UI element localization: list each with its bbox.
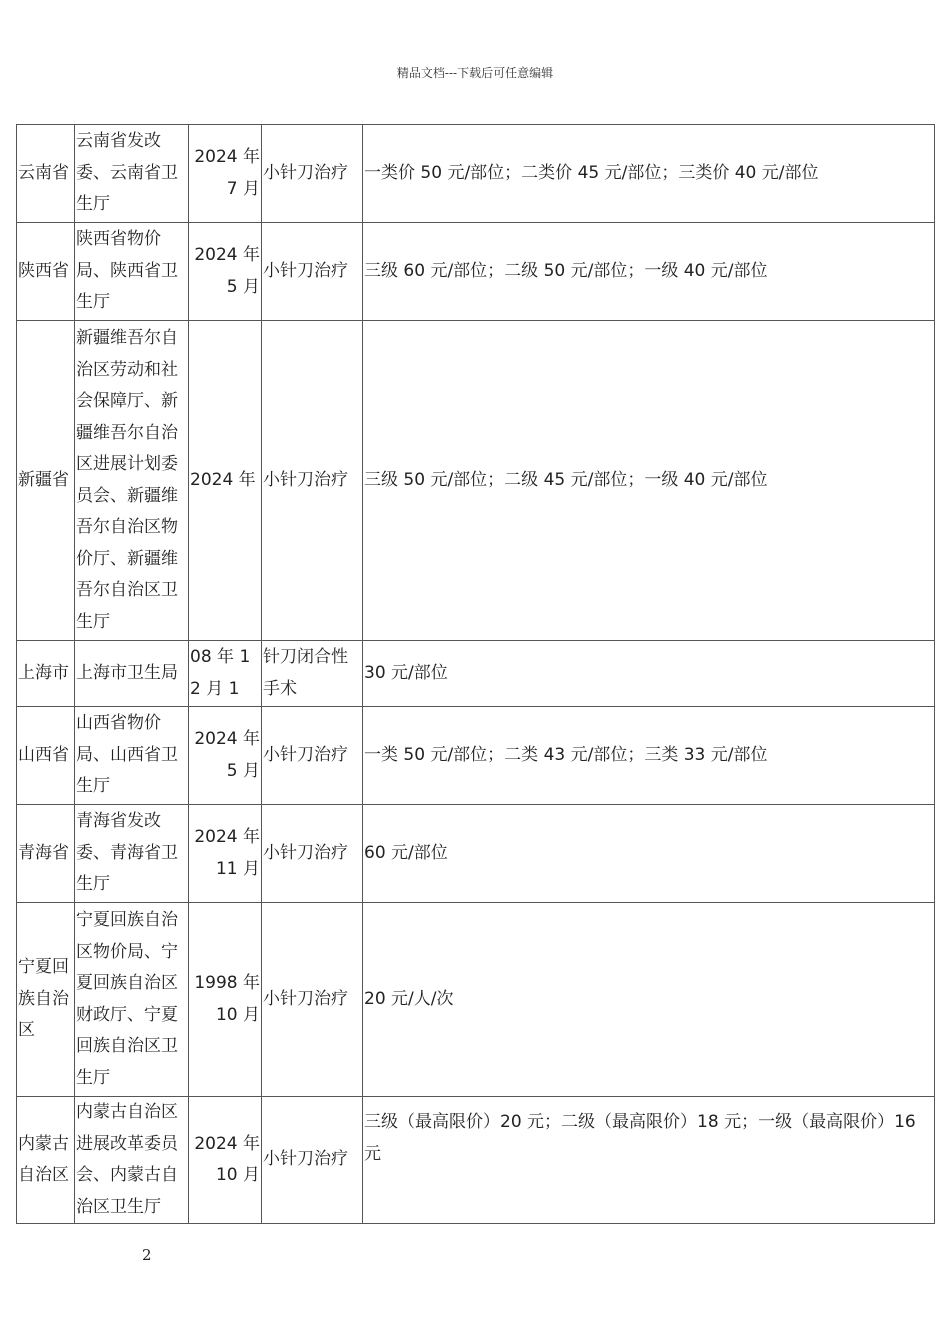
price-cell: 20 元/人/次 bbox=[363, 903, 935, 1097]
table-row bbox=[17, 1097, 935, 1224]
table-row bbox=[17, 125, 935, 223]
department-cell: 山西省物价局、山西省卫生厅 bbox=[75, 707, 189, 805]
department-cell: 内蒙古自治区进展改革委员会、内蒙古自治区卫生厅 bbox=[75, 1097, 189, 1224]
department-cell: 新疆维吾尔自治区劳动和社会保障厅、新疆维吾尔自治区进展计划委员会、新疆维吾尔自治区物价厅、新疆维吾尔自治区卫生厅 bbox=[75, 321, 189, 641]
date-cell: 08 年 12 月 1 bbox=[189, 641, 262, 707]
item-cell: 小针刀治疗 bbox=[262, 1097, 363, 1224]
item-cell: 针刀闭合性手术 bbox=[262, 641, 363, 707]
table-row bbox=[17, 223, 935, 321]
province-cell: 云南省 bbox=[17, 125, 75, 223]
date-cell: 2024 年 11 月 bbox=[189, 805, 262, 903]
price-cell: 三级（最高限价）20 元；二级（最高限价）18 元；一级（最高限价）16 元 bbox=[363, 1097, 935, 1224]
price-table bbox=[16, 124, 935, 1224]
table-row bbox=[17, 903, 935, 1097]
department-cell: 云南省发改委、云南省卫生厅 bbox=[75, 125, 189, 223]
date-cell: 2024 年 7 月 bbox=[189, 125, 262, 223]
item-cell: 小针刀治疗 bbox=[262, 223, 363, 321]
province-cell: 陕西省 bbox=[17, 223, 75, 321]
page-number: 2 bbox=[142, 1246, 152, 1264]
date-cell: 2024 年 5 月 bbox=[189, 707, 262, 805]
date-cell: 1998 年 10 月 bbox=[189, 903, 262, 1097]
table-row bbox=[17, 321, 935, 641]
date-cell: 2024 年 5 月 bbox=[189, 223, 262, 321]
table-row bbox=[17, 805, 935, 903]
province-cell: 山西省 bbox=[17, 707, 75, 805]
price-cell: 三级 60 元/部位；二级 50 元/部位；一级 40 元/部位 bbox=[363, 223, 935, 321]
date-cell: 2024 年 bbox=[189, 321, 262, 641]
province-cell: 内蒙古自治区 bbox=[17, 1097, 75, 1224]
item-cell: 小针刀治疗 bbox=[262, 321, 363, 641]
item-cell: 小针刀治疗 bbox=[262, 805, 363, 903]
department-cell: 青海省发改委、青海省卫生厅 bbox=[75, 805, 189, 903]
table-row bbox=[17, 707, 935, 805]
item-cell: 小针刀治疗 bbox=[262, 903, 363, 1097]
price-cell: 60 元/部位 bbox=[363, 805, 935, 903]
item-cell: 小针刀治疗 bbox=[262, 125, 363, 223]
province-cell: 青海省 bbox=[17, 805, 75, 903]
table-row bbox=[17, 641, 935, 707]
department-cell: 上海市卫生局 bbox=[75, 641, 189, 707]
price-cell: 三级 50 元/部位；二级 45 元/部位；一级 40 元/部位 bbox=[363, 321, 935, 641]
department-cell: 宁夏回族自治区物价局、宁夏回族自治区财政厅、宁夏回族自治区卫生厅 bbox=[75, 903, 189, 1097]
province-cell: 新疆省 bbox=[17, 321, 75, 641]
price-cell: 一类价 50 元/部位；二类价 45 元/部位；三类价 40 元/部位 bbox=[363, 125, 935, 223]
price-cell: 30 元/部位 bbox=[363, 641, 935, 707]
price-cell: 一类 50 元/部位；二类 43 元/部位；三类 33 元/部位 bbox=[363, 707, 935, 805]
department-cell: 陕西省物价局、陕西省卫生厅 bbox=[75, 223, 189, 321]
item-cell: 小针刀治疗 bbox=[262, 707, 363, 805]
province-cell: 上海市 bbox=[17, 641, 75, 707]
page-header: 精品文档---下载后可任意编辑 bbox=[396, 66, 554, 80]
date-cell: 2024 年 10 月 bbox=[189, 1097, 262, 1224]
province-cell: 宁夏回族自治区 bbox=[17, 903, 75, 1097]
